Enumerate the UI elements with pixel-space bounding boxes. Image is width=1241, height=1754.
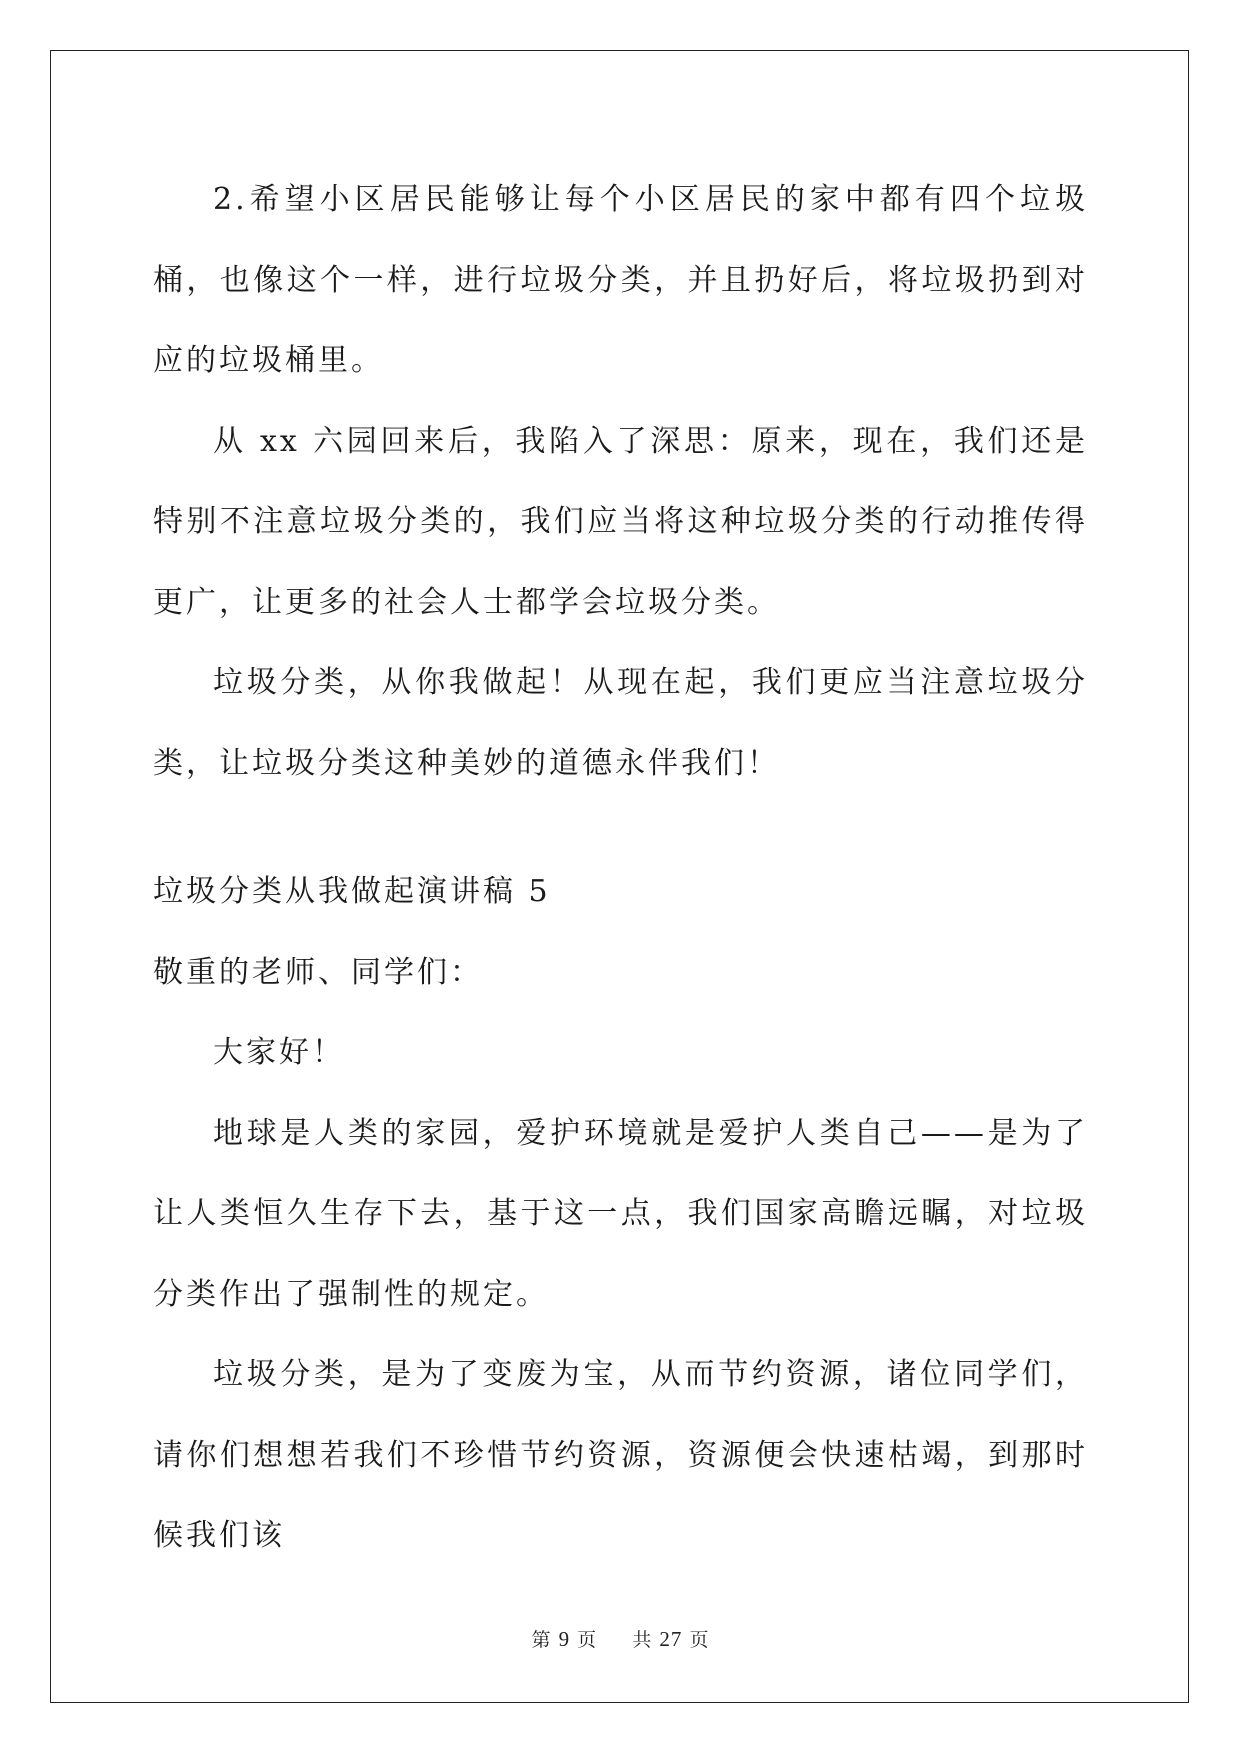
paragraph: 从 xx 六园回来后，我陷入了深思：原来，现在，我们还是特别不注意垃圾分类的，我们应当将这种垃圾分类的行动推传得更广，让更多的社会人士都学会垃圾分类。 xyxy=(153,423,1088,620)
footer-total-prefix: 共 xyxy=(632,1629,653,1651)
paragraph: 2.希望小区居民能够让每个小区居民的家中都有四个垃圾桶，也像这个一样，进行垃圾分类，并且扔好后，将垃圾扔到对应的垃圾桶里。 xyxy=(153,182,1088,378)
footer-page-unit: 页 xyxy=(577,1629,598,1651)
page-number: 9 xyxy=(558,1627,571,1651)
paragraph: 地球是人类的家园，爱护环境就是爱护人类自己——是为了让人类恒久生存下去，基于这一点，我们国家高瞻远瞩，对垃圾分类作出了强制性的规定。 xyxy=(153,1115,1088,1312)
footer-total-unit: 页 xyxy=(689,1629,710,1651)
section-spacer xyxy=(153,804,1088,852)
paragraph: 垃圾分类，从你我做起！从现在起，我们更应当注意垃圾分类，让垃圾分类这种美妙的道德永伴我们！ xyxy=(153,665,1088,781)
footer-prefix: 第 xyxy=(531,1629,552,1651)
section-title: 垃圾分类从我做起演讲稿 5 xyxy=(153,874,551,909)
document-body xyxy=(153,160,1088,1577)
paragraph: 垃圾分类，是为了变废为宝，从而节约资源，诸位同学们，请你们想想若我们不珍惜节约资源，资源便会快速枯竭，到那时候我们该 xyxy=(153,1357,1088,1553)
greeting: 大家好！ xyxy=(213,1035,345,1070)
total-pages: 27 xyxy=(659,1627,683,1651)
salutation: 敬重的老师、同学们： xyxy=(153,954,483,990)
page-footer xyxy=(0,1625,1241,1652)
